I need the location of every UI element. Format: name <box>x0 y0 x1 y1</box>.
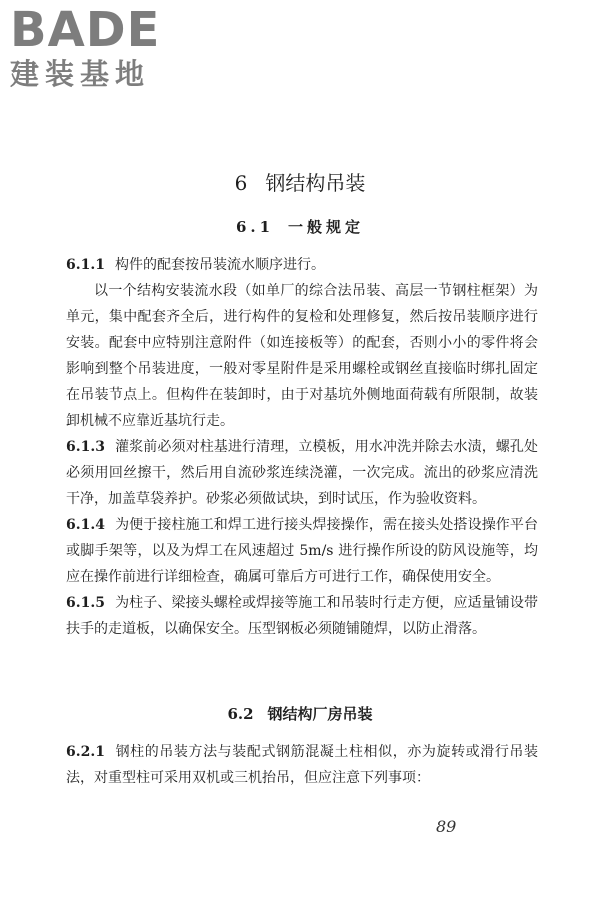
paragraph-text: 以一个结构安装流水段（如单厂的综合法吊装、高层一节钢柱框架）为单元，集中配套齐全后，进行构件的复检和处理修复，然后按吊装顺序进行安装。配套中应特别注意附件（如连接板等）的配套，否则小小的零件将会影响到整个吊装进度，一般对零星附件是采用螺栓或钢丝直接临时绑扎固定在吊装节点上。但构件在装卸时，由于对基坑外侧地面荷载有所限制，故装卸机械不应靠近基坑行走。 <box>66 283 538 429</box>
chapter-number: 6 <box>234 171 248 195</box>
paragraph <box>66 434 538 512</box>
section-title-6-2 <box>0 704 600 724</box>
section-title-text: 一般规定 <box>288 218 365 236</box>
paragraph-text: 钢柱的吊装方法与装配式钢筋混凝土柱相似，亦为旋转或滑行吊装法，对重型柱可采用双机或三机抬吊，但应注意下列事项： <box>66 744 538 786</box>
section-title-6-1 <box>0 217 600 237</box>
chapter-title-text: 钢结构吊装 <box>265 171 366 195</box>
section-body-6-1 <box>66 252 538 642</box>
page-number: 89 <box>436 817 457 836</box>
section-number: 6.1 <box>235 218 275 236</box>
section-number: 6.2 <box>227 705 254 723</box>
section-body-6-2 <box>66 739 538 791</box>
paragraph <box>66 278 538 434</box>
paragraph <box>66 512 538 590</box>
paragraph-number: 6.1.3 <box>66 439 105 455</box>
paragraph-number: 6.1.5 <box>66 595 105 611</box>
paragraph-text: 构件的配套按吊装流水顺序进行。 <box>114 257 325 273</box>
paragraph <box>66 252 538 278</box>
section-title-text: 钢结构厂房吊装 <box>267 705 373 723</box>
paragraph <box>66 590 538 642</box>
paragraph-number: 6.1.4 <box>66 517 105 533</box>
paragraph-text: 灌浆前必须对柱基进行清理，立模板，用水冲洗并除去水渍，螺孔处必须用回丝擦干，然后用自流砂浆连续浇灌，一次完成。流出的砂浆应清洗干净，加盖草袋养护。砂浆必须做试块，到时试压，作为验收资料。 <box>66 439 538 507</box>
logo-subtitle: 建装基地 <box>10 57 151 91</box>
paragraph-text: 为便于接柱施工和焊工进行接头焊接操作，需在接头处搭设操作平台或脚手架等，以及为焊工在风速超过 5m/s 进行操作所设的防风设施等，均应在操作前进行详细检查，确属可靠后方可进行工作，确保使用安全。 <box>66 517 538 585</box>
logo-brand: BADE <box>10 2 161 58</box>
chapter-title <box>0 170 600 196</box>
logo <box>10 2 161 91</box>
paragraph-text: 为柱子、梁接头螺栓或焊接等施工和吊装时行走方便，应适量铺设带扶手的走道板，以确保安全。压型钢板必须随铺随焊，以防止滑落。 <box>66 595 538 637</box>
paragraph-number: 6.2.1 <box>66 744 105 760</box>
paragraph-number: 6.1.1 <box>66 257 105 273</box>
paragraph <box>66 739 538 791</box>
